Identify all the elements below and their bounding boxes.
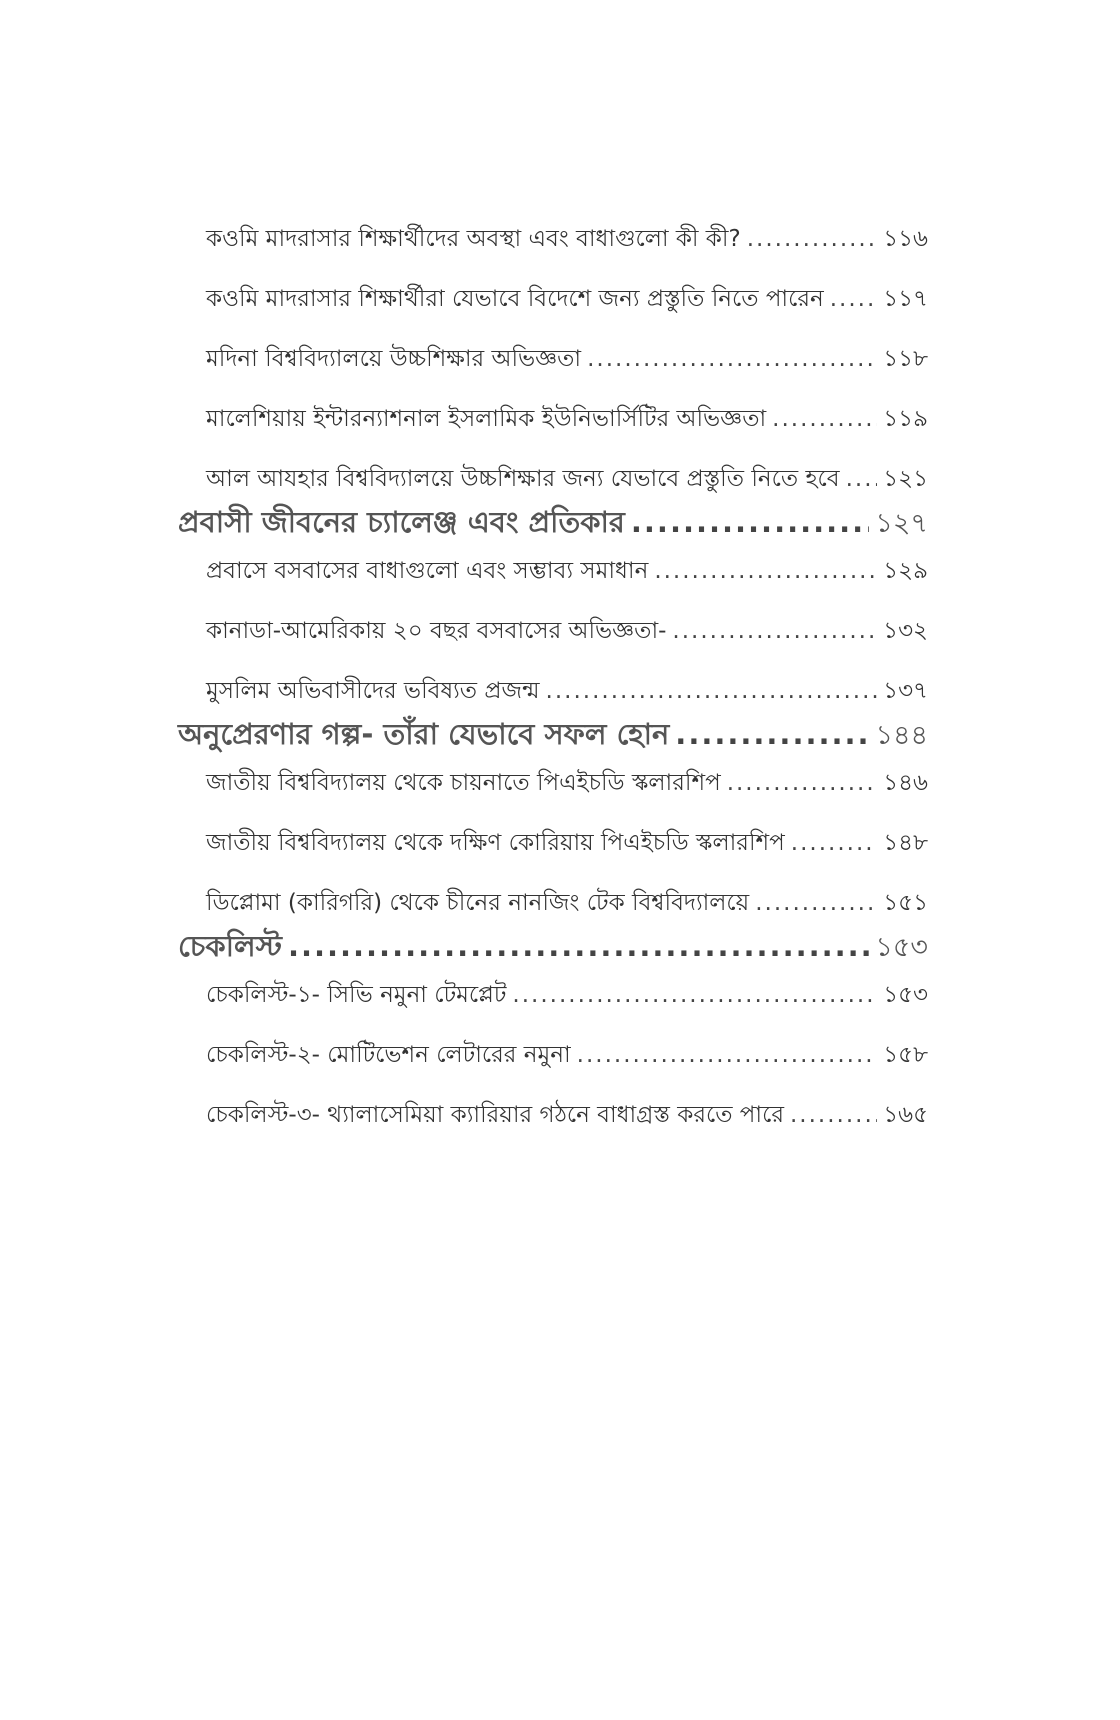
dot-leader xyxy=(672,620,877,643)
dot-leader xyxy=(790,1104,877,1127)
dot-leader xyxy=(846,468,878,491)
toc-chapter-expat-life-challenges xyxy=(178,491,928,537)
toc-entry-page: ১৩২ xyxy=(877,620,928,643)
dot-leader xyxy=(654,560,877,583)
toc-entry-title: মদিনা বিশ্ববিদ্যালয়ে উচ্চশিক্ষার অভিজ্ঞতা xyxy=(206,348,587,371)
toc-entry-expat-obstacles xyxy=(206,537,928,583)
toc-entry-page: ১৫৩ xyxy=(877,984,928,1007)
toc-chapter-title: প্রবাসী জীবনের চ্যালেঞ্জ এবং প্রতিকার xyxy=(178,508,631,537)
toc-entry-checklist-thalassemia xyxy=(206,1067,928,1127)
toc-entry-page: ১৪৬ xyxy=(877,772,928,795)
toc-entry-title: চেকলিস্ট-৩- থ্যালাসেমিয়া ক্যারিয়ার গঠনে বাধাগ্রস্ত করতে পারে xyxy=(206,1104,790,1127)
dot-leader xyxy=(772,408,877,431)
toc-entry-diploma-nanjing-tech xyxy=(206,855,928,915)
toc-entry-title: প্রবাসে বসবাসের বাধাগুলো এবং সম্ভাব্য সমাধান xyxy=(206,560,654,583)
toc-chapter-inspiration-stories xyxy=(178,703,928,749)
toc-entry-al-azhar xyxy=(206,431,928,491)
toc-entry-title: কওমি মাদরাসার শিক্ষার্থীরা যেভাবে বিদেশে জন্য প্রস্তুতি নিতে পারেন xyxy=(206,288,830,311)
toc-entry-canada-america-experience xyxy=(206,583,928,643)
dot-leader xyxy=(631,508,869,537)
dot-leader xyxy=(830,288,877,311)
toc-entry-madina-university xyxy=(206,311,928,371)
toc-entry-page: ১৪৮ xyxy=(877,832,928,855)
toc-chapter-page: ১৫৩ xyxy=(869,934,928,961)
toc-chapter-page: ১৪৪ xyxy=(869,722,928,749)
toc-entry-page: ১২৯ xyxy=(877,560,928,583)
toc-entry-china-phd-scholarship xyxy=(206,749,928,795)
dot-leader xyxy=(577,1044,878,1067)
toc-entry-page: ১১৯ xyxy=(877,408,928,431)
dot-leader xyxy=(546,680,878,703)
toc-entry-page: ১১৮ xyxy=(877,348,928,371)
toc-entry-page: ১৬৫ xyxy=(877,1104,928,1127)
toc-entry-qawmi-students-obstacles xyxy=(206,205,928,251)
dot-leader xyxy=(791,832,877,855)
toc-entry-page: ১৫৮ xyxy=(877,1044,928,1067)
toc-entry-title: মুসলিম অভিবাসীদের ভবিষ্যত প্রজন্ম xyxy=(206,680,546,703)
toc-entry-title: ডিপ্লোমা (কারিগরি) থেকে চীনের নানজিং টেক বিশ্ববিদ্যালয়ে xyxy=(206,892,755,915)
toc-entry-page: ১১৬ xyxy=(877,228,928,251)
dot-leader xyxy=(727,772,878,795)
toc-entry-page: ১১৭ xyxy=(877,288,928,311)
toc-entry-title: কানাডা-আমেরিকায় ২০ বছর বসবাসের অভিজ্ঞতা- xyxy=(206,620,672,643)
toc-entry-malaysia-iiu xyxy=(206,371,928,431)
toc-entry-page: ১৩৭ xyxy=(877,680,928,703)
dot-leader xyxy=(587,348,877,371)
toc-chapter-title: চেকলিস্ট xyxy=(178,932,288,961)
toc-entry-checklist-motivation-letter xyxy=(206,1007,928,1067)
toc-entry-title: আল আযহার বিশ্ববিদ্যালয়ে উচ্চশিক্ষার জন্য যেভাবে প্রস্তুতি নিতে হবে xyxy=(206,468,846,491)
toc-chapter-title: অনুপ্রেরণার গল্প- তাঁরা যেভাবে সফল হোন xyxy=(178,720,675,749)
toc-entry-title: চেকলিস্ট-২- মোটিভেশন লেটারের নমুনা xyxy=(206,1044,577,1067)
toc-entry-title: কওমি মাদরাসার শিক্ষার্থীদের অবস্থা এবং বাধাগুলো কী কী? xyxy=(206,228,747,251)
toc-entry-title: জাতীয় বিশ্ববিদ্যালয় থেকে দক্ষিণ কোরিয়ায় পিএইচডি স্কলারশিপ xyxy=(206,832,791,855)
table-of-contents xyxy=(178,205,928,1127)
toc-entry-korea-phd-scholarship xyxy=(206,795,928,855)
toc-chapter-checklist xyxy=(178,915,928,961)
toc-entry-page: ১৫১ xyxy=(877,892,928,915)
toc-entry-checklist-cv-template xyxy=(206,961,928,1007)
toc-entry-title: জাতীয় বিশ্ববিদ্যালয় থেকে চায়নাতে পিএইচডি স্কলারশিপ xyxy=(206,772,727,795)
toc-entry-muslim-immigrants-future xyxy=(206,643,928,703)
toc-entry-title: চেকলিস্ট-১- সিভি নমুনা টেমপ্লেট xyxy=(206,984,512,1007)
dot-leader xyxy=(288,932,869,961)
dot-leader xyxy=(755,892,877,915)
toc-entry-qawmi-students-abroad-prep xyxy=(206,251,928,311)
dot-leader xyxy=(512,984,877,1007)
dot-leader xyxy=(747,228,877,251)
dot-leader xyxy=(675,720,869,749)
toc-entry-title: মালেশিয়ায় ইন্টারন্যাশনাল ইসলামিক ইউনিভার্সিটির অভিজ্ঞতা xyxy=(206,408,772,431)
toc-chapter-page: ১২৭ xyxy=(869,510,928,537)
toc-entry-page: ১২১ xyxy=(877,468,928,491)
